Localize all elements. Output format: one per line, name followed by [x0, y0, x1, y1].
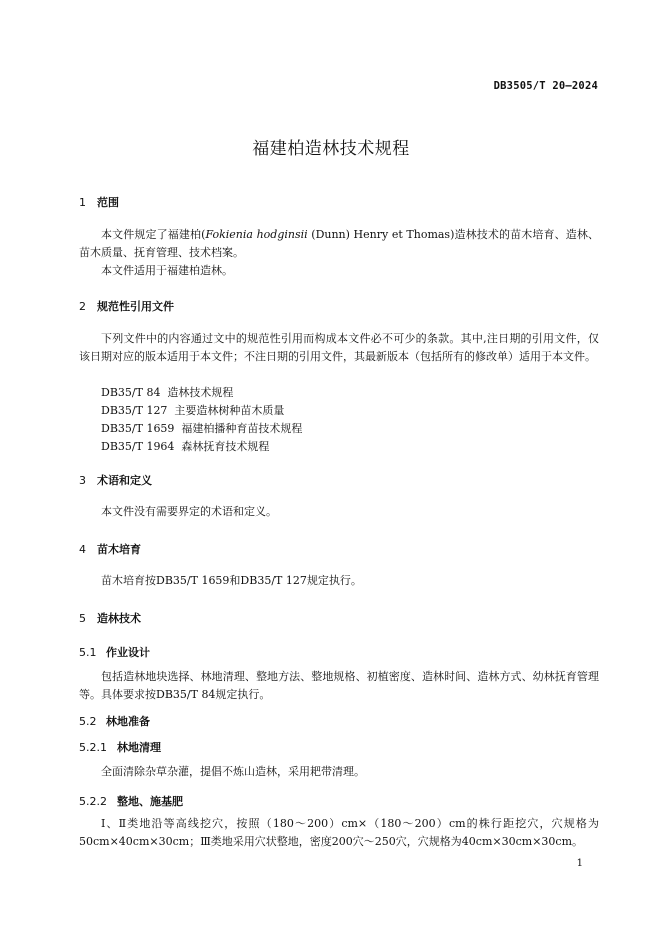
section-5-2-2-paragraph-1: Ⅰ、Ⅱ类地沿等高线挖穴，按照（180～200）cm×（180～200）cm的株行距挖穴，穴规格为50cm×40cm×30cm；Ⅲ类地采用穴状整地，密度200穴～250穴，穴规格为40cm×30cm×30cm。 [79, 817, 599, 848]
section-5-1-paragraph-1: 包括造林地块选择、林地清理、整地方法、整地规格、初植密度、造林时间、造林方式、幼林抚育管理等。具体要求按DB35/T 84规定执行。 [79, 670, 599, 701]
section-number: 1 [79, 196, 86, 209]
text-run: 本文件规定了福建柏( [101, 228, 206, 241]
section-2-paragraph-1: 下列文件中的内容通过文中的规范性引用而构成本文件必不可少的条款。其中,注日期的引用文件，仅该日期对应的版本适用于本文件；不注日期的引用文件，其最新版本（包括所有的修改单）适用于本文件。 [79, 332, 599, 363]
section-title: 术语和定义 [97, 474, 152, 487]
latin-name: Fokienia hodginsii [205, 228, 308, 241]
section-5-heading [79, 610, 141, 626]
reference-item: DB35/T 84 造林技术规程 [101, 386, 234, 399]
section-3-paragraph-1: 本文件没有需要界定的术语和定义。 [101, 505, 277, 518]
section-2-heading [79, 298, 174, 314]
section-1-heading [79, 194, 119, 210]
reference-item: DB35/T 1659 福建柏播种育苗技术规程 [101, 422, 303, 435]
section-title: 作业设计 [106, 646, 150, 659]
section-5-2-1-heading [79, 739, 161, 755]
section-5-2-1-paragraph-1: 全面清除杂草杂灌，提倡不炼山造林，采用耙带清理。 [101, 765, 365, 778]
standard-code: DB3505/T 20—2024 [493, 80, 598, 92]
section-5-2-heading [79, 713, 150, 729]
section-number: 5 [79, 612, 86, 625]
section-number: 4 [79, 543, 86, 556]
section-number: 3 [79, 474, 86, 487]
page-number: 1 [576, 858, 583, 869]
section-number: 5.2.1 [79, 741, 107, 754]
reference-item: DB35/T 127 主要造林树种苗木质量 [101, 404, 285, 417]
section-1-paragraph-2: 本文件适用于福建柏造林。 [101, 264, 233, 277]
section-title: 整地、施基肥 [117, 795, 183, 808]
section-number: 5.2.2 [79, 795, 107, 808]
section-number: 2 [79, 300, 86, 313]
section-5-1-heading [79, 644, 150, 660]
section-1-paragraph-1 [79, 226, 599, 262]
section-title: 范围 [97, 196, 119, 209]
section-number: 5.1 [79, 646, 97, 659]
reference-item: DB35/T 1964 森林抚育技术规程 [101, 440, 270, 453]
section-title: 造林技术 [97, 612, 141, 625]
section-title: 规范性引用文件 [97, 300, 174, 313]
section-number: 5.2 [79, 715, 97, 728]
section-title: 林地清理 [117, 741, 161, 754]
section-5-2-2-heading [79, 793, 183, 809]
section-3-heading [79, 472, 152, 488]
document-title: 福建柏造林技术规程 [252, 139, 410, 159]
text-run: (Dunn) Henry et Thomas)造林技术的苗木培育、造林、苗木质量、抚育管理、技术档案。 [79, 228, 600, 259]
section-4-heading [79, 541, 141, 557]
section-title: 林地准备 [106, 715, 150, 728]
section-4-paragraph-1: 苗木培育按DB35/T 1659和DB35/T 127规定执行。 [101, 574, 362, 587]
section-title: 苗木培育 [97, 543, 141, 556]
